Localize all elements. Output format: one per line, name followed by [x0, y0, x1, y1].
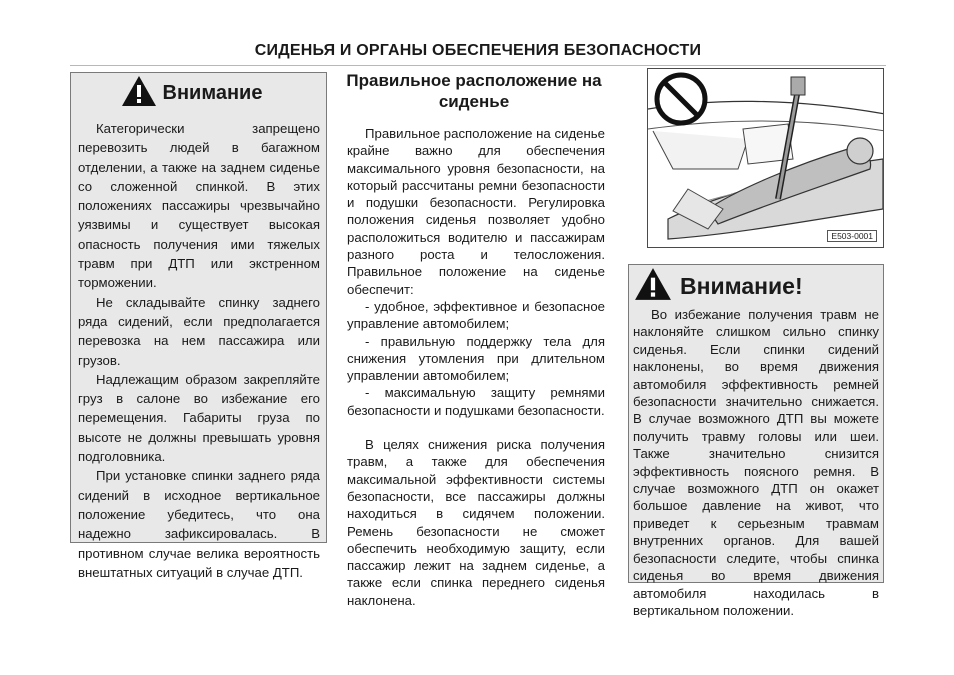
list-item: - максимальную защиту ремнями безопасности и подушками безопасности.	[347, 385, 605, 418]
illustration-drawing	[648, 69, 884, 248]
header-divider	[70, 65, 886, 66]
warning-paragraph: Категорически запрещено перевозить людей в багажном отделении, а также на заднем сиденье со сложенной спинкой. В этих положениях пассажиры чрезвычайно уязвимы и существует высокая опасность получения ими тяжелых травм при ДТП или экстренном торможении.	[78, 121, 320, 291]
section-intro: Правильное расположение на сиденье крайне важно для обеспечения максимального уровня безопасности, на который рассчитаны ремни безопасности и подушки безопасности. Регулировка положения сиденья позволяет удобно расположиться водителю и пассажирам разного роста и телосложения. Правильное положение на сиденье обеспечит:	[347, 126, 605, 297]
warning-header	[71, 73, 326, 113]
warning-triangle-icon	[634, 267, 672, 306]
list-item: - правильную поддержку тела для снижения утомления при длительном управлении автомобилем;	[347, 333, 605, 384]
warning-header	[629, 266, 883, 306]
figure-code: E503-0001	[827, 230, 877, 242]
warning-paragraph: При установке спинки заднего ряда сидений в исходное вертикальное положение убедитесь, что она надежно зафиксировалась. В противном случае велика вероятность внештатных ситуаций в случае ДТП.	[78, 468, 320, 580]
warning-title: Внимание!	[680, 272, 803, 299]
reclined-seat-illustration	[647, 68, 884, 248]
warning-paragraph: Во избежание получения травм не наклоняйте слишком сильно спинку сиденья. Если спинки сидений наклонены, во время движения автомобиля эффективность ремней безопасности значительно снижается. В случае возможного ДТП вы можете получить травму головы или шеи. Также значительно снизится эффективность поясного ремня. В случае возможного ДТП он окажет большое давление на живот, что приведет к серьезным травмам внутренних органов. Для вашей безопасности следите, чтобы спинка сиденья во время движения автомобиля находилась в вертикальном положении.	[633, 307, 879, 618]
warning-title: Внимание	[162, 81, 263, 104]
warning-box-right	[628, 264, 884, 618]
section-closing: В целях снижения риска получения травм, а также для обеспечения максимальной эффективности системы безопасности, все пассажиры должны находиться в сидячем положении. Ремень безопасности не сможет обеспечить необходимую защиту, если пассажир лежит на заднем сиденье, а также если спинка переднего сиденья наклонена.	[347, 437, 605, 608]
warning-paragraph: Надлежащим образом закрепляйте груз в салоне во избежание его перемещения. Габариты груза по высоте не должны превышать уровня подголовника.	[78, 371, 320, 465]
warning-box-left	[70, 72, 327, 580]
warning-text	[71, 113, 326, 582]
page-title: СИДЕНЬЯ И ОРГАНЫ ОБЕСПЕЧЕНИЯ БЕЗОПАСНОСТИ	[254, 42, 702, 59]
section-body	[347, 125, 605, 609]
warning-paragraph: Не складывайте спинку заднего ряда сидений, если предполагается перевозка на нем пассажира или грузов.	[78, 294, 320, 368]
prohibition-icon	[657, 75, 705, 123]
warning-triangle-icon	[121, 75, 157, 112]
list-item: - удобное, эффективное и безопасное управление автомобилем;	[347, 298, 605, 332]
warning-text	[629, 306, 883, 619]
section-title: Правильное расположение на сиденье	[346, 71, 602, 111]
